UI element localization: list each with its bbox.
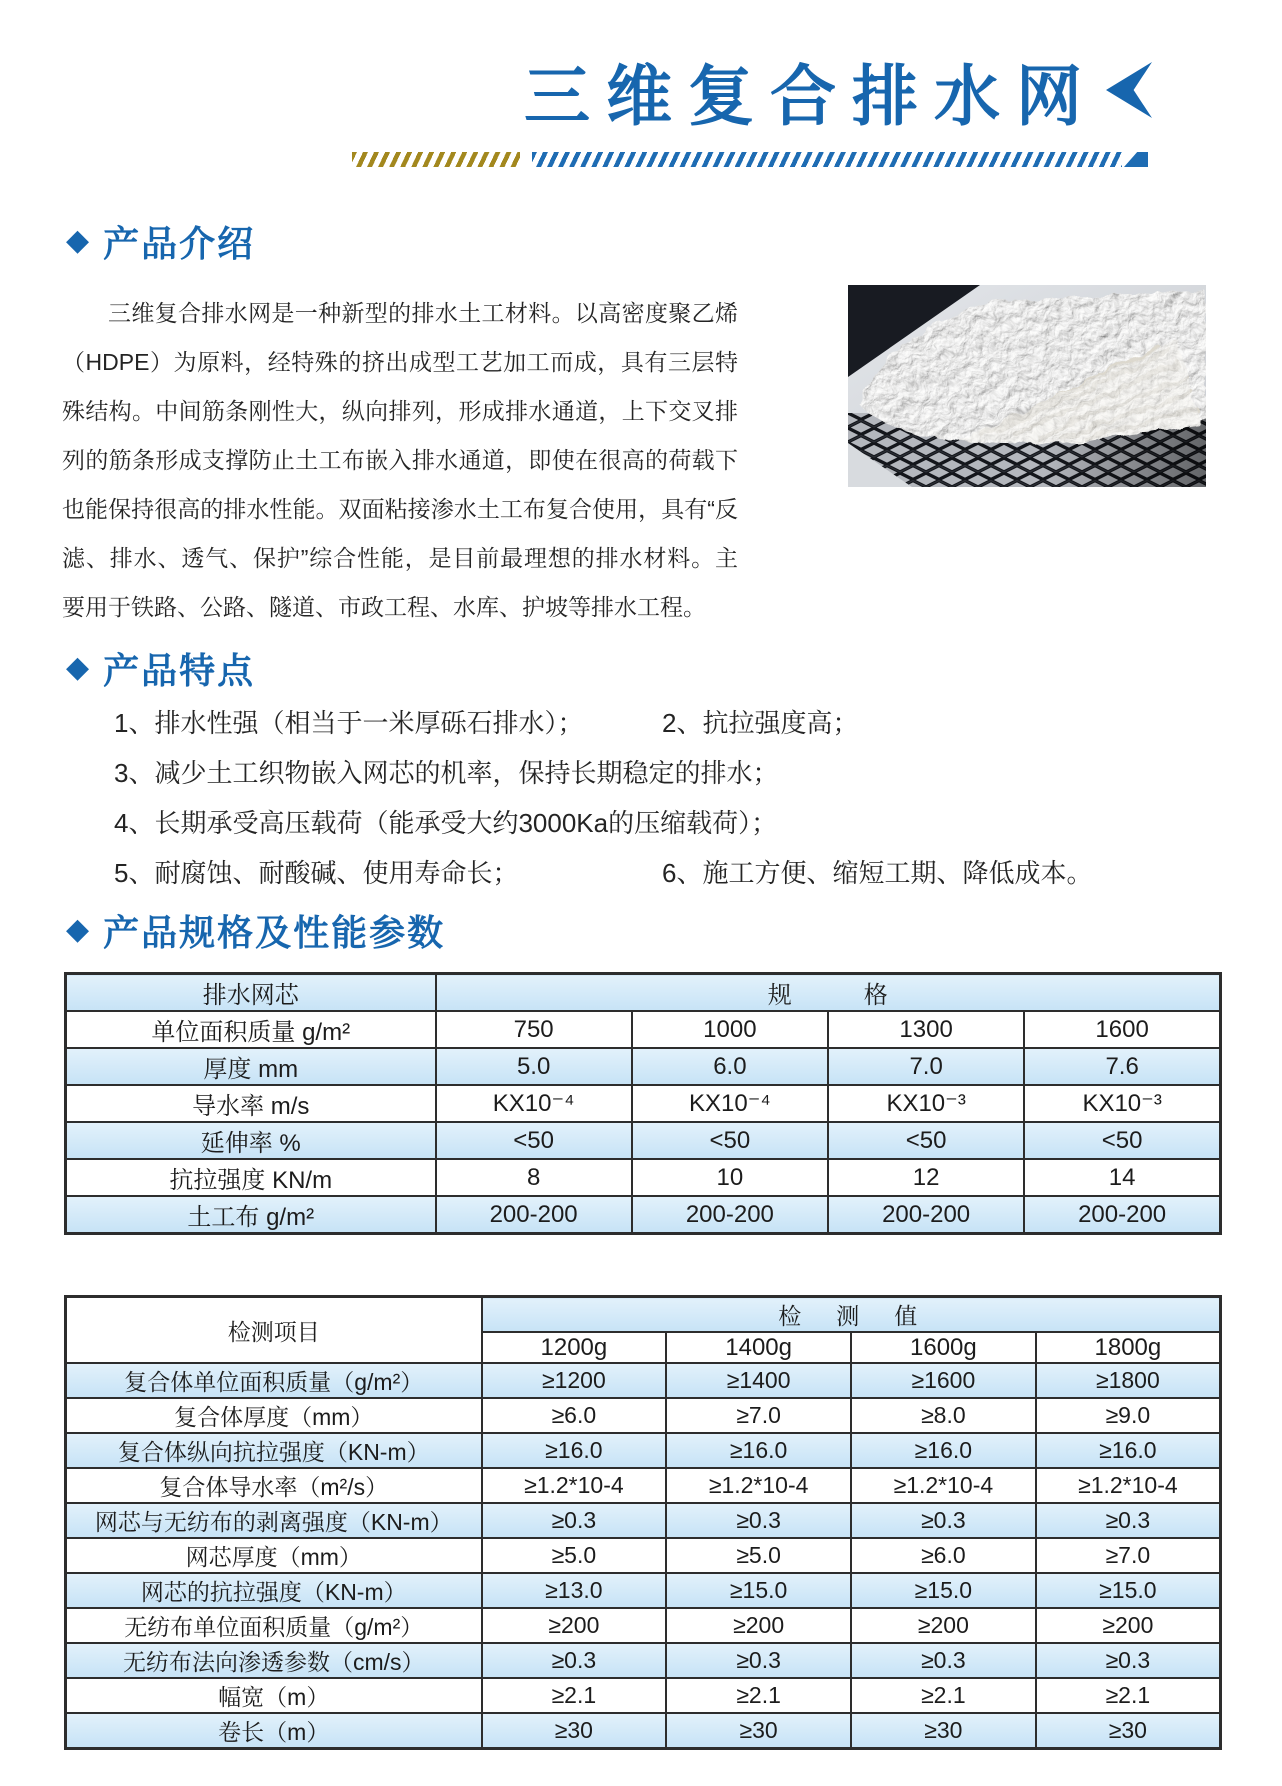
table-row bbox=[66, 1085, 1221, 1122]
cell-value: KX10⁻³ bbox=[828, 1085, 1024, 1122]
section-title-specs: 产品规格及性能参数 bbox=[103, 911, 446, 953]
cell-value: ≥5.0 bbox=[666, 1538, 851, 1573]
cell-value: 750 bbox=[436, 1011, 632, 1048]
cell-value: ≥0.3 bbox=[482, 1503, 667, 1538]
table-row bbox=[66, 1503, 1221, 1538]
feature-item: 5、耐腐蚀、耐酸碱、使用寿命长； bbox=[114, 858, 519, 888]
cell-value: ≥0.3 bbox=[851, 1503, 1036, 1538]
cell-value: 200-200 bbox=[632, 1196, 828, 1234]
cell-value: ≥0.3 bbox=[666, 1503, 851, 1538]
cell-value: ≥0.3 bbox=[1036, 1503, 1221, 1538]
stripe-end-cap bbox=[1124, 152, 1148, 167]
paragraph-line: 滤、排水、透气、保护”综合性能，是目前最理想的排水材料。主 bbox=[62, 545, 738, 571]
decorative-stripe-bar bbox=[352, 152, 1148, 167]
cell-value: ≥200 bbox=[851, 1608, 1036, 1643]
cell-value: 7.6 bbox=[1024, 1048, 1220, 1085]
table-row bbox=[66, 1538, 1221, 1573]
row-label: 复合体单位面积质量（g/m²） bbox=[66, 1363, 482, 1398]
cell-value: ≥5.0 bbox=[482, 1538, 667, 1573]
cell-value: ≥200 bbox=[1036, 1608, 1221, 1643]
cell-value: ≥6.0 bbox=[851, 1538, 1036, 1573]
table-row bbox=[66, 1713, 1221, 1749]
column-header: 1800g bbox=[1036, 1332, 1221, 1363]
cell-value: ≥6.0 bbox=[482, 1398, 667, 1433]
table-header-row bbox=[66, 974, 1221, 1012]
cell-value: 14 bbox=[1024, 1159, 1220, 1196]
cell-value: ≥7.0 bbox=[1036, 1538, 1221, 1573]
paragraph-line: 也能保持很高的排水性能。双面粘接渗水土工布复合使用，具有“反 bbox=[62, 496, 738, 522]
cell-value: ≥0.3 bbox=[1036, 1643, 1221, 1678]
section-title-features: 产品特点 bbox=[103, 649, 256, 691]
cell-value: ≥1.2*10-4 bbox=[482, 1468, 667, 1503]
section-heading-specs bbox=[66, 906, 1282, 954]
cell-value: ≥7.0 bbox=[666, 1398, 851, 1433]
cell-value: ≥15.0 bbox=[1036, 1573, 1221, 1608]
left-arrow-icon bbox=[1106, 62, 1152, 118]
feature-row bbox=[114, 848, 1282, 898]
cell-value: ≥8.0 bbox=[851, 1398, 1036, 1433]
row-label: 复合体厚度（mm） bbox=[66, 1398, 482, 1433]
cell-value: 1600 bbox=[1024, 1011, 1220, 1048]
table-row bbox=[66, 1011, 1221, 1048]
gold-stripes bbox=[352, 152, 520, 167]
cell-value: ≥200 bbox=[666, 1608, 851, 1643]
cell-value: ≥1.2*10-4 bbox=[666, 1468, 851, 1503]
table-row bbox=[66, 1363, 1221, 1398]
cell-value: 200-200 bbox=[828, 1196, 1024, 1234]
row-label: 复合体导水率（m²/s） bbox=[66, 1468, 482, 1503]
cell-value: ≥2.1 bbox=[666, 1678, 851, 1713]
intro-paragraph bbox=[62, 289, 738, 632]
column-header-group: 检 测 值 bbox=[482, 1297, 1221, 1333]
cell-value: <50 bbox=[1024, 1122, 1220, 1159]
row-label: 抗拉强度 KN/m bbox=[66, 1159, 436, 1196]
table-row bbox=[66, 1468, 1221, 1503]
cell-value: 7.0 bbox=[828, 1048, 1024, 1085]
table-row bbox=[66, 1678, 1221, 1713]
row-label: 无纺布单位面积质量（g/m²） bbox=[66, 1608, 482, 1643]
cell-value: ≥0.3 bbox=[851, 1643, 1036, 1678]
cell-value: ≥16.0 bbox=[482, 1433, 667, 1468]
cell-value: ≥0.3 bbox=[482, 1643, 667, 1678]
cell-value: ≥1.2*10-4 bbox=[851, 1468, 1036, 1503]
cell-value: ≥30 bbox=[1036, 1713, 1221, 1749]
section-intro bbox=[0, 217, 1282, 632]
cell-value: ≥16.0 bbox=[666, 1433, 851, 1468]
test-table bbox=[64, 1295, 1222, 1750]
cell-value: 200-200 bbox=[1024, 1196, 1220, 1234]
header bbox=[0, 34, 1282, 167]
cell-value: 8 bbox=[436, 1159, 632, 1196]
table-header-row bbox=[66, 1297, 1221, 1333]
section-specs bbox=[0, 906, 1282, 1750]
cell-value: 1000 bbox=[632, 1011, 828, 1048]
spec-table bbox=[64, 972, 1222, 1235]
row-label: 网芯的抗拉强度（KN-m） bbox=[66, 1573, 482, 1608]
cell-value: ≥2.1 bbox=[851, 1678, 1036, 1713]
page-title: 三维复合排水网 bbox=[524, 60, 1098, 134]
feature-row bbox=[114, 698, 1282, 748]
feature-item: 2、抗拉强度高； bbox=[662, 708, 859, 738]
cell-value: ≥30 bbox=[482, 1713, 667, 1749]
cell-value: ≥15.0 bbox=[851, 1573, 1036, 1608]
row-label: 网芯与无纺布的剥离强度（KN-m） bbox=[66, 1503, 482, 1538]
feature-item: 4、长期承受高压载荷（能承受大约3000Ka的压缩载荷）； bbox=[114, 808, 778, 838]
section-title-intro: 产品介绍 bbox=[103, 222, 256, 264]
feature-item: 3、减少土工织物嵌入网芯的机率，保持长期稳定的排水； bbox=[114, 758, 779, 788]
title-row bbox=[0, 34, 1282, 146]
column-header: 检测项目 bbox=[66, 1297, 482, 1364]
diamond-icon: ◆ bbox=[66, 224, 90, 257]
cell-value: ≥2.1 bbox=[482, 1678, 667, 1713]
table-row bbox=[66, 1122, 1221, 1159]
cell-value: ≥30 bbox=[851, 1713, 1036, 1749]
cell-value: ≥16.0 bbox=[1036, 1433, 1221, 1468]
product-photo bbox=[848, 285, 1206, 487]
cell-value: 12 bbox=[828, 1159, 1024, 1196]
cell-value: 10 bbox=[632, 1159, 828, 1196]
paragraph-line: 要用于铁路、公路、隧道、市政工程、水库、护坡等排水工程。 bbox=[62, 594, 706, 620]
cell-value: ≥2.1 bbox=[1036, 1678, 1221, 1713]
diamond-icon: ◆ bbox=[66, 651, 90, 684]
cell-value: ≥15.0 bbox=[666, 1573, 851, 1608]
row-label: 延伸率 % bbox=[66, 1122, 436, 1159]
column-header: 排水网芯 bbox=[66, 974, 436, 1012]
cell-value: <50 bbox=[632, 1122, 828, 1159]
table-row bbox=[66, 1048, 1221, 1085]
section-features bbox=[0, 644, 1282, 898]
row-label: 厚度 mm bbox=[66, 1048, 436, 1085]
cell-value: ≥1800 bbox=[1036, 1363, 1221, 1398]
cell-value: ≥0.3 bbox=[666, 1643, 851, 1678]
column-header: 1400g bbox=[666, 1332, 851, 1363]
feature-item: 1、排水性强（相当于一米厚砾石排水）； bbox=[114, 708, 584, 738]
table-row bbox=[66, 1608, 1221, 1643]
table-row bbox=[66, 1573, 1221, 1608]
feature-item: 6、施工方便、缩短工期、降低成本。 bbox=[662, 858, 1093, 888]
row-label: 幅宽（m） bbox=[66, 1678, 482, 1713]
cell-value: 200-200 bbox=[436, 1196, 632, 1234]
table-row bbox=[66, 1398, 1221, 1433]
feature-row bbox=[114, 748, 1282, 798]
cell-value: KX10⁻⁴ bbox=[632, 1085, 828, 1122]
cell-value: ≥1400 bbox=[666, 1363, 851, 1398]
row-label: 无纺布法向渗透参数（cm/s） bbox=[66, 1643, 482, 1678]
row-label: 土工布 g/m² bbox=[66, 1196, 436, 1234]
cell-value: ≥9.0 bbox=[1036, 1398, 1221, 1433]
cell-value: ≥30 bbox=[666, 1713, 851, 1749]
table-row bbox=[66, 1159, 1221, 1196]
table-row bbox=[66, 1433, 1221, 1468]
cell-value: ≥13.0 bbox=[482, 1573, 667, 1608]
section-heading-intro bbox=[66, 217, 1282, 265]
row-label: 卷长（m） bbox=[66, 1713, 482, 1749]
cell-value: ≥1600 bbox=[851, 1363, 1036, 1398]
product-photo-image bbox=[848, 285, 1206, 487]
cell-value: 1300 bbox=[828, 1011, 1024, 1048]
section-heading-features bbox=[66, 644, 1282, 692]
cell-value: KX10⁻⁴ bbox=[436, 1085, 632, 1122]
cell-value: KX10⁻³ bbox=[1024, 1085, 1220, 1122]
intro-body bbox=[0, 289, 1282, 632]
row-label: 网芯厚度（mm） bbox=[66, 1538, 482, 1573]
blue-stripes bbox=[532, 152, 1122, 167]
paragraph-line: （HDPE）为原料，经特殊的挤出成型工艺加工而成，具有三层特 bbox=[62, 349, 738, 375]
cell-value: 6.0 bbox=[632, 1048, 828, 1085]
cell-value: ≥16.0 bbox=[851, 1433, 1036, 1468]
paragraph-line: 列的筋条形成支撑防止土工布嵌入排水通道，即使在很高的荷载下 bbox=[62, 447, 738, 473]
cell-value: <50 bbox=[828, 1122, 1024, 1159]
feature-row bbox=[114, 798, 1282, 848]
feature-list bbox=[114, 698, 1282, 898]
column-header: 1200g bbox=[482, 1332, 667, 1363]
row-label: 导水率 m/s bbox=[66, 1085, 436, 1122]
paragraph-line: 三维复合排水网是一种新型的排水土工材料。以高密度聚乙烯 bbox=[108, 300, 738, 326]
table-row bbox=[66, 1643, 1221, 1678]
paragraph-line: 殊结构。中间筋条刚性大，纵向排列，形成排水通道，上下交叉排 bbox=[62, 398, 738, 424]
column-header: 规 格 bbox=[436, 974, 1221, 1012]
cell-value: ≥1200 bbox=[482, 1363, 667, 1398]
cell-value: ≥200 bbox=[482, 1608, 667, 1643]
diamond-icon: ◆ bbox=[66, 913, 90, 946]
cell-value: <50 bbox=[436, 1122, 632, 1159]
row-label: 单位面积质量 g/m² bbox=[66, 1011, 436, 1048]
table-row bbox=[66, 1196, 1221, 1234]
row-label: 复合体纵向抗拉强度（KN-m） bbox=[66, 1433, 482, 1468]
cell-value: ≥1.2*10-4 bbox=[1036, 1468, 1221, 1503]
column-header: 1600g bbox=[851, 1332, 1036, 1363]
cell-value: 5.0 bbox=[436, 1048, 632, 1085]
